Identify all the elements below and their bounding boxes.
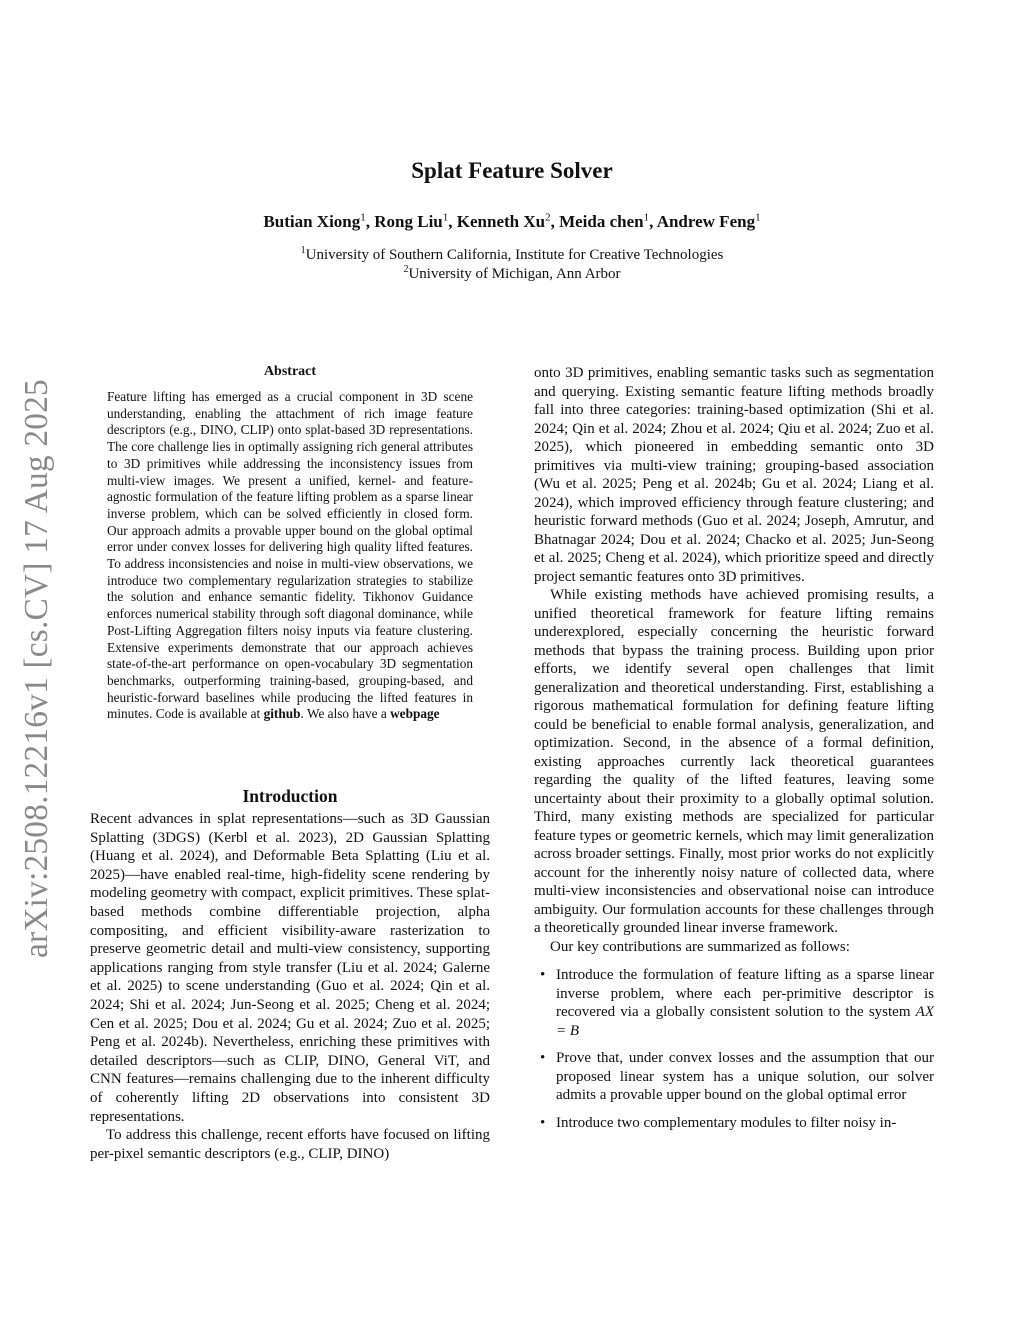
- paragraph: [90, 1126, 490, 1163]
- list-item: • Introduce the formulation of feature lifting as a sparse linear inverse problem, where each per-primitive descriptor is recovered via a globally consistent solution to the system AX = B: [540, 967, 934, 1039]
- paragraph-part: To address this challenge, recent efforts have focused on lifting per-pixel semantic descriptors (e.g., CLIP, DINO): [90, 1127, 490, 1162]
- github-link[interactable]: github: [263, 706, 301, 722]
- paragraph: onto 3D primitives, enabling semantic tasks such as segmentation and querying. Existing semantic feature lifting methods broadly fall into three categories: training-based optimization (Shi et al. 2024; Qin et al. 2024; Zhou et al. 2024; Qiu et al. 2024; Zuo et al. 2025), which pioneered in embedding semantic onto 3D primitives via multi-view training; grouping-based association (Wu et al. 2025; Peng et al. 2024b; Gu et al. 2024; Liang et al. 2024), which improved efficiency through feature clustering; and heuristic forward methods (Guo et al. 2024; Joseph, Amrutur, and Bhatnagar 2024; Dou et al. 2024; Chacko et al. 2025; Jun-Seong et al. 2025; Cheng et al. 2024), which prioritize speed and directly project semantic features onto 3D primitives.: [534, 365, 934, 585]
- introduction-column-left: [90, 810, 490, 1163]
- bullet-icon: •: [540, 1050, 546, 1066]
- affiliation: $^2$University of Michigan, Ann Arbor: [403, 264, 621, 282]
- author-list: [0, 212, 1024, 232]
- introduction-heading: Introduction: [242, 786, 338, 806]
- author: Meida chen$^1$,: [559, 211, 657, 231]
- arxiv-identifier: arXiv:2508.12216v1 [cs.CV] 17 Aug 2025: [18, 379, 55, 958]
- paragraph: Recent advances in splat representations—such as 3D Gaussian Splatting (3DGS) (Kerbl et al. 2023), 2D Gaussian Splatting (Huang et al. 2024), and Deformable Beta Splatting (Liu et al. 2025)—have enabled real-time, high-fidelity scene rendering by modeling geometry with compact, explicit primitives. These splat-based methods combine differentiable projection, alpha compositing, and efficient visibility-aware rasterization to preserve geometric detail and multi-view consistency, supporting applications ranging from style transfer (Liu et al. 2024; Galerne et al. 2025) to scene understanding (Guo et al. 2024; Qin et al. 2024; Shi et al. 2024; Jun-Seong et al. 2025; Cheng et al. 2024; Cen et al. 2025; Dou et al. 2024; Gu et al. 2024; Zuo et al. 2025; Peng et al. 2024b). Nevertheless, enriching these primitives with detailed descriptors—such as CLIP, DINO, General ViT, and CNN features—remains challenging due to the inherent difficulty of coherently lifting 2D observations into consistent 3D representations.: [90, 811, 490, 1125]
- list-item: • Prove that, under convex losses and the assumption that our proposed linear system has a unique solution, our solver admits a provable upper bound on the global optimal error: [540, 1050, 934, 1103]
- author: Rong Liu$^1$,: [374, 211, 457, 231]
- affiliation: $^1$University of Southern California, Institute for Creative Technologies: [300, 245, 724, 263]
- paper-title: Splat Feature Solver: [411, 158, 613, 183]
- webpage-link[interactable]: webpage: [390, 706, 440, 722]
- list-item: • Introduce two complementary modules to filter noisy in-: [540, 1114, 897, 1131]
- abstract-body: Feature lifting has emerged as a crucial component in 3D scene understanding, enabling the attachment of rich image feature descriptors (e.g., DINO, CLIP) onto splat-based 3D representations. The core challenge lies in optimally assigning rich general attributes to 3D primitives while addressing the inconsistency issues from multi-view images. We present a unified, kernel- and feature-agnostic formulation of the feature lifting problem as a sparse linear inverse problem, which can be solved efficiently in closed form. Our approach admits a provable upper bound on the global optimal error under convex losses for delivering high quality lifted features. To address inconsistencies and noise in multi-view observations, we introduce two complementary regularization strategies to stabilize the solution and enhance semantic fidelity. Tikhonov Guidance enforces numerical stability through soft diagonal dominance, while Post-Lifting Aggregation filters noisy inputs via feature clustering. Extensive experiments demonstrate that our approach achieves state-of-the-art performance on open-vocabulary 3D segmentation benchmarks, outperforming training-based, grouping-based, and heuristic-forward baselines while producing the lifted features in minutes. Code is available at github. We also have a webpage: [107, 389, 473, 722]
- contributions-list: [534, 966, 934, 1132]
- bullet-icon: •: [540, 967, 546, 983]
- author: Butian Xiong$^1$,: [263, 211, 375, 231]
- paragraph: Our key contributions are summarized as follows:: [550, 938, 850, 955]
- introduction-column-right: [534, 364, 934, 1141]
- bullet-icon: •: [540, 1114, 546, 1131]
- author: Kenneth Xu$^2$,: [456, 211, 560, 231]
- abstract-heading: Abstract: [263, 364, 317, 379]
- paragraph: While existing methods have achieved promising results, a unified theoretical framework for feature lifting remains underexplored, especially concerning the heuristic forward methods that bypass the training process. Building upon prior efforts, we identify several open challenges that limit generalization and theoretical understanding. First, establishing a rigorous mathematical formulation for defining feature lifting could be beneficial to enable formal analysis, generalization, and optimization. Second, in the absence of a formal definition, existing approaches currently lack theoretical guarantees regarding the quality of the lifted features, leaving some uncertainty about their proximity to a globally optimal solution. Third, many existing methods are specialized for particular feature types or geometric kernels, which may limit generalization across broader settings. Finally, most prior works do not explicitly account for the inherently noisy nature of collected data, where multi-view inconsistencies and observational noise can introduce ambiguity. Our formulation accounts for these challenges through a theoretically grounded linear inverse framework.: [534, 587, 934, 936]
- author: Andrew Feng$^1$: [656, 211, 761, 231]
